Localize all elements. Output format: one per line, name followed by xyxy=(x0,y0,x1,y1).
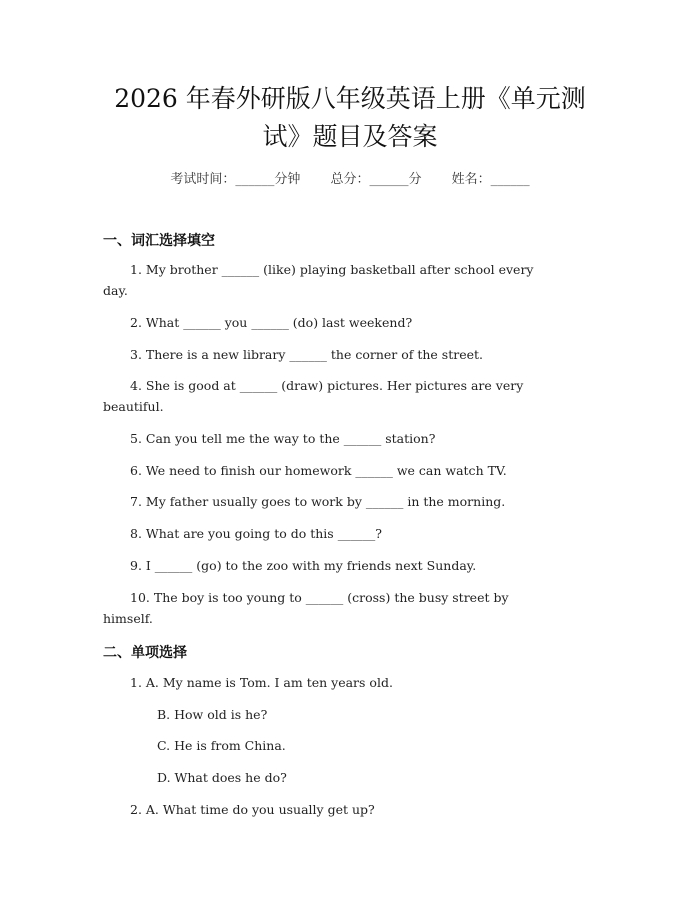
exam-meta xyxy=(0,168,700,187)
question-line: day. xyxy=(103,283,128,298)
option-line: C. He is from China. xyxy=(157,738,286,753)
question-line: 2. What ______ you ______ (do) last weekend? xyxy=(130,315,413,330)
question-line: 5. Can you tell me the way to the ______ station? xyxy=(130,431,436,446)
option-line: 2. A. What time do you usually get up? xyxy=(130,802,375,817)
exam-time: 考试时间：______分钟 xyxy=(170,172,301,187)
question-line: 10. The boy is too young to ______ (cross) the busy street by xyxy=(130,590,509,605)
section-2-heading: 二、单项选择 xyxy=(103,645,187,661)
option-line: B. How old is he? xyxy=(157,707,268,722)
total-score: 总分：______分 xyxy=(330,172,422,187)
question-line: himself. xyxy=(103,611,153,626)
question-line: 1. My brother ______ (like) playing basketball after school every xyxy=(130,262,534,277)
student-name: 姓名：______ xyxy=(451,172,530,187)
question-line: 9. I ______ (go) to the zoo with my friends next Sunday. xyxy=(130,558,477,573)
question-line: 7. My father usually goes to work by ______ in the morning. xyxy=(130,494,506,509)
title-line-1: 2026 年春外研版八年级英语上册《单元测 xyxy=(114,84,586,113)
document-title xyxy=(100,80,600,156)
question-line: 6. We need to finish our homework ______ we can watch TV. xyxy=(130,463,507,478)
section-1-heading: 一、词汇选择填空 xyxy=(103,233,215,249)
question-line: 4. She is good at ______ (draw) pictures. Her pictures are very xyxy=(130,378,524,393)
question-line: 8. What are you going to do this ______? xyxy=(130,526,382,541)
title-line-2: 试》题目及答案 xyxy=(262,122,438,151)
option-line: D. What does he do? xyxy=(157,770,287,785)
question-line: 3. There is a new library ______ the corner of the street. xyxy=(130,347,483,362)
option-line: 1. A. My name is Tom. I am ten years old. xyxy=(130,675,393,690)
question-line: beautiful. xyxy=(103,399,164,414)
